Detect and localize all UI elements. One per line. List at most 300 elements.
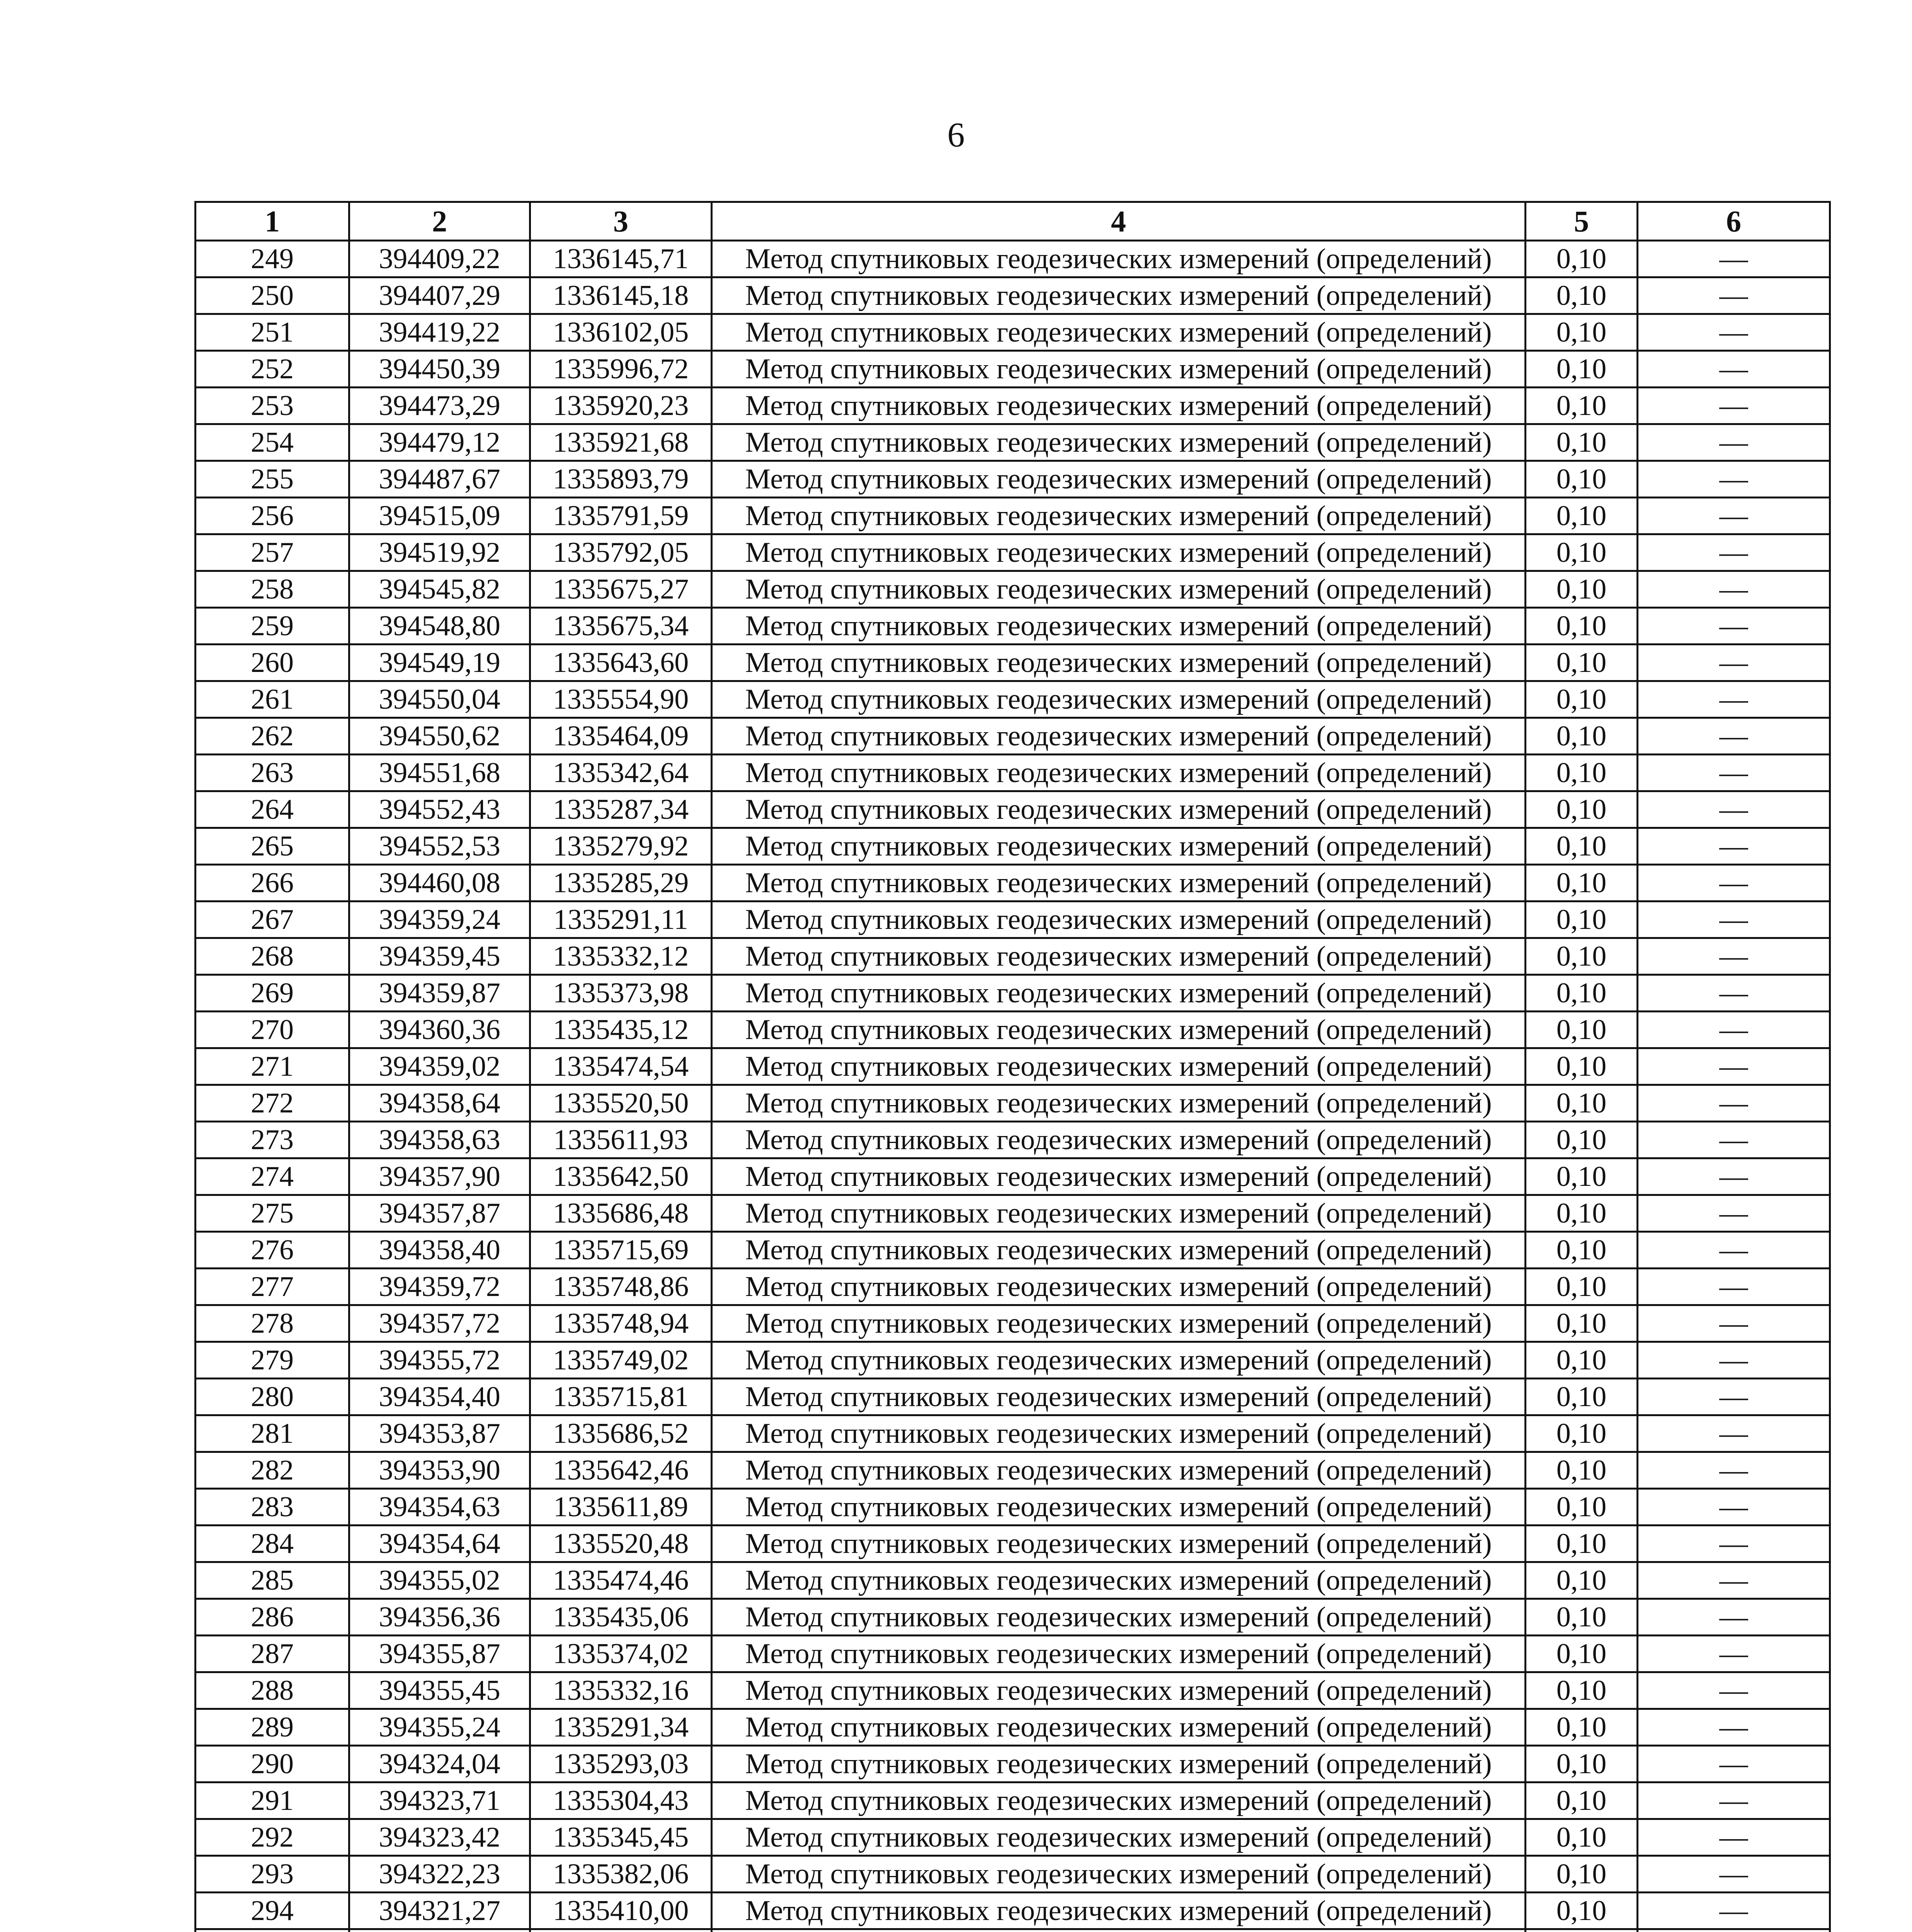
description-cell: —: [1638, 755, 1830, 791]
header-col-6: 6: [1638, 202, 1830, 241]
table-row: [196, 1269, 1830, 1305]
table-row: [196, 388, 1830, 424]
accuracy-cell: 0,10: [1526, 461, 1638, 498]
description-cell: —: [1638, 534, 1830, 571]
y-coordinate-cell: 1335435,06: [530, 1599, 712, 1636]
y-coordinate-cell: 1335374,02: [530, 1636, 712, 1672]
accuracy-cell: 0,10: [1526, 1636, 1638, 1672]
point-number-cell: 280: [196, 1379, 349, 1415]
y-coordinate-cell: 1336145,71: [530, 241, 712, 277]
x-coordinate-cell: 394515,09: [349, 498, 530, 534]
table-row: [196, 718, 1830, 755]
table-row: [196, 351, 1830, 388]
table-row: [196, 1746, 1830, 1782]
x-coordinate-cell: 394357,90: [349, 1158, 530, 1195]
y-coordinate-cell: 1335474,54: [530, 1048, 712, 1085]
x-coordinate-cell: 394354,63: [349, 1489, 530, 1526]
accuracy-cell: 0,10: [1526, 1489, 1638, 1526]
table-row: [196, 1379, 1830, 1415]
x-coordinate-cell: 394353,90: [349, 1452, 530, 1489]
point-number-cell: 281: [196, 1415, 349, 1452]
y-coordinate-cell: 1335792,05: [530, 534, 712, 571]
table-row: [196, 975, 1830, 1012]
method-cell: Метод спутниковых геодезических измерений (определений): [712, 1709, 1526, 1746]
y-coordinate-cell: 1335554,90: [530, 681, 712, 718]
table-header-row: [196, 202, 1830, 241]
accuracy-cell: 0,10: [1526, 1195, 1638, 1232]
description-cell: —: [1638, 314, 1830, 351]
point-number-cell: [196, 1929, 349, 1932]
y-coordinate-cell: 1335611,93: [530, 1122, 712, 1158]
method-cell: Метод спутниковых геодезических измерений (определений): [712, 461, 1526, 498]
point-number-cell: 292: [196, 1819, 349, 1856]
table-row: [196, 1012, 1830, 1048]
description-cell: —: [1638, 388, 1830, 424]
accuracy-cell: 0,10: [1526, 975, 1638, 1012]
y-coordinate-cell: 1335893,79: [530, 461, 712, 498]
description-cell: —: [1638, 1122, 1830, 1158]
point-number-cell: 267: [196, 901, 349, 938]
header-col-4: 4: [712, 202, 1526, 241]
method-cell: Метод спутниковых геодезических измерений (определений): [712, 681, 1526, 718]
table-row: [196, 1122, 1830, 1158]
table-row: [196, 1709, 1830, 1746]
table-row: [196, 1452, 1830, 1489]
x-coordinate-cell: 394323,71: [349, 1782, 530, 1819]
point-number-cell: 282: [196, 1452, 349, 1489]
method-cell: Метод спутниковых геодезических измерений (определений): [712, 314, 1526, 351]
y-coordinate-cell: 1335520,50: [530, 1085, 712, 1122]
x-coordinate-cell: 394355,45: [349, 1672, 530, 1709]
point-number-cell: 260: [196, 645, 349, 681]
method-cell: Метод спутниковых геодезических измерений (определений): [712, 938, 1526, 975]
point-number-cell: 284: [196, 1526, 349, 1562]
method-cell: Метод спутниковых геодезических измерений (определений): [712, 901, 1526, 938]
y-coordinate-cell: 1335642,46: [530, 1452, 712, 1489]
description-cell: —: [1638, 424, 1830, 461]
y-coordinate-cell: 1335291,11: [530, 901, 712, 938]
method-cell: Метод спутниковых геодезических измерений (определений): [712, 1305, 1526, 1342]
method-cell: Метод спутниковых геодезических измерений (определений): [712, 1195, 1526, 1232]
accuracy-cell: 0,10: [1526, 1562, 1638, 1599]
x-coordinate-cell: 394549,19: [349, 645, 530, 681]
method-cell: Метод спутниковых геодезических измерений (определений): [712, 865, 1526, 901]
x-coordinate-cell: 394353,87: [349, 1415, 530, 1452]
table-row: [196, 681, 1830, 718]
table-row: [196, 1415, 1830, 1452]
method-cell: Метод спутниковых геодезических измерений (определений): [712, 1269, 1526, 1305]
method-cell: Метод спутниковых геодезических измерений (определений): [712, 1819, 1526, 1856]
point-number-cell: 257: [196, 534, 349, 571]
x-coordinate-cell: 394324,04: [349, 1746, 530, 1782]
y-coordinate-cell: [530, 1929, 712, 1932]
table-row: [196, 1782, 1830, 1819]
y-coordinate-cell: 1335921,68: [530, 424, 712, 461]
description-cell: [1638, 1929, 1830, 1932]
table-row: [196, 1342, 1830, 1379]
x-coordinate-cell: 394356,36: [349, 1599, 530, 1636]
x-coordinate-cell: 394355,02: [349, 1562, 530, 1599]
accuracy-cell: 0,10: [1526, 1379, 1638, 1415]
point-number-cell: 250: [196, 277, 349, 314]
x-coordinate-cell: 394355,87: [349, 1636, 530, 1672]
point-number-cell: 273: [196, 1122, 349, 1158]
method-cell: Метод спутниковых геодезических измерений (определений): [712, 1782, 1526, 1819]
method-cell: Метод спутниковых геодезических измерений (определений): [712, 1599, 1526, 1636]
accuracy-cell: 0,10: [1526, 608, 1638, 645]
accuracy-cell: 0,10: [1526, 1709, 1638, 1746]
table-row: [196, 1672, 1830, 1709]
x-coordinate-cell: 394359,45: [349, 938, 530, 975]
method-cell: Метод спутниковых геодезических измерений (определений): [712, 1856, 1526, 1893]
method-cell: Метод спутниковых геодезических измерений (определений): [712, 1672, 1526, 1709]
description-cell: —: [1638, 571, 1830, 608]
description-cell: —: [1638, 241, 1830, 277]
y-coordinate-cell: 1335715,69: [530, 1232, 712, 1269]
y-coordinate-cell: 1335332,12: [530, 938, 712, 975]
accuracy-cell: 0,10: [1526, 1232, 1638, 1269]
accuracy-cell: 0,10: [1526, 424, 1638, 461]
table-row: [196, 1048, 1830, 1085]
method-cell: Метод спутниковых геодезических измерений (определений): [712, 1122, 1526, 1158]
y-coordinate-cell: 1336102,05: [530, 314, 712, 351]
point-number-cell: 276: [196, 1232, 349, 1269]
description-cell: —: [1638, 1819, 1830, 1856]
description-cell: —: [1638, 681, 1830, 718]
method-cell: Метод спутниковых геодезических измерений (определений): [712, 1158, 1526, 1195]
accuracy-cell: 0,10: [1526, 1782, 1638, 1819]
accuracy-cell: 0,10: [1526, 791, 1638, 828]
method-cell: Метод спутниковых геодезических измерений (определений): [712, 718, 1526, 755]
accuracy-cell: 0,10: [1526, 1342, 1638, 1379]
description-cell: —: [1638, 1342, 1830, 1379]
method-cell: Метод спутниковых геодезических измерений (определений): [712, 1048, 1526, 1085]
table-row: [196, 901, 1830, 938]
description-cell: —: [1638, 1415, 1830, 1452]
description-cell: —: [1638, 938, 1830, 975]
method-cell: Метод спутниковых геодезических измерений (определений): [712, 1342, 1526, 1379]
y-coordinate-cell: 1335748,94: [530, 1305, 712, 1342]
table-row: [196, 461, 1830, 498]
point-number-cell: 264: [196, 791, 349, 828]
x-coordinate-cell: 394460,08: [349, 865, 530, 901]
table-body: [196, 241, 1830, 1932]
page-number: 6: [947, 116, 965, 154]
point-number-cell: 285: [196, 1562, 349, 1599]
method-cell: Метод спутниковых геодезических измерений (определений): [712, 1415, 1526, 1452]
description-cell: —: [1638, 865, 1830, 901]
description-cell: —: [1638, 1526, 1830, 1562]
description-cell: —: [1638, 1672, 1830, 1709]
y-coordinate-cell: 1335279,92: [530, 828, 712, 865]
accuracy-cell: 0,10: [1526, 534, 1638, 571]
x-coordinate-cell: 394519,92: [349, 534, 530, 571]
description-cell: —: [1638, 1085, 1830, 1122]
point-number-cell: 275: [196, 1195, 349, 1232]
y-coordinate-cell: 1336145,18: [530, 277, 712, 314]
table-row: [196, 828, 1830, 865]
description-cell: —: [1638, 461, 1830, 498]
description-cell: —: [1638, 791, 1830, 828]
table-row: [196, 1819, 1830, 1856]
accuracy-cell: 0,10: [1526, 1415, 1638, 1452]
accuracy-cell: 0,10: [1526, 645, 1638, 681]
x-coordinate-cell: 394550,04: [349, 681, 530, 718]
table-row: [196, 1195, 1830, 1232]
y-coordinate-cell: 1335675,34: [530, 608, 712, 645]
point-number-cell: 278: [196, 1305, 349, 1342]
accuracy-cell: 0,10: [1526, 1012, 1638, 1048]
x-coordinate-cell: 394357,72: [349, 1305, 530, 1342]
point-number-cell: 256: [196, 498, 349, 534]
y-coordinate-cell: 1335686,52: [530, 1415, 712, 1452]
accuracy-cell: 0,10: [1526, 755, 1638, 791]
method-cell: Метод спутниковых геодезических измерений (определений): [712, 424, 1526, 461]
y-coordinate-cell: 1335287,34: [530, 791, 712, 828]
table-row: [196, 1305, 1830, 1342]
description-cell: —: [1638, 1489, 1830, 1526]
point-number-cell: 270: [196, 1012, 349, 1048]
accuracy-cell: 0,10: [1526, 277, 1638, 314]
description-cell: —: [1638, 1709, 1830, 1746]
description-cell: —: [1638, 1232, 1830, 1269]
method-cell: Метод спутниковых геодезических измерений (определений): [712, 975, 1526, 1012]
point-number-cell: 283: [196, 1489, 349, 1526]
x-coordinate-cell: [349, 1929, 530, 1932]
method-cell: Метод спутниковых геодезических измерений (определений): [712, 645, 1526, 681]
y-coordinate-cell: 1335410,00: [530, 1893, 712, 1929]
y-coordinate-cell: 1335345,45: [530, 1819, 712, 1856]
x-coordinate-cell: 394322,23: [349, 1856, 530, 1893]
table-row: [196, 424, 1830, 461]
table-row: [196, 1489, 1830, 1526]
x-coordinate-cell: 394358,64: [349, 1085, 530, 1122]
description-cell: —: [1638, 608, 1830, 645]
description-cell: —: [1638, 1746, 1830, 1782]
table-row: [196, 1929, 1830, 1932]
method-cell: Метод спутниковых геодезических измерений (определений): [712, 1526, 1526, 1562]
accuracy-cell: 0,10: [1526, 901, 1638, 938]
table-row: [196, 498, 1830, 534]
accuracy-cell: 0,10: [1526, 1158, 1638, 1195]
x-coordinate-cell: 394409,22: [349, 241, 530, 277]
accuracy-cell: 0,10: [1526, 1672, 1638, 1709]
y-coordinate-cell: 1335791,59: [530, 498, 712, 534]
accuracy-cell: 0,10: [1526, 351, 1638, 388]
description-cell: —: [1638, 1856, 1830, 1893]
point-number-cell: 259: [196, 608, 349, 645]
y-coordinate-cell: 1335304,43: [530, 1782, 712, 1819]
y-coordinate-cell: 1335382,06: [530, 1856, 712, 1893]
x-coordinate-cell: 394359,24: [349, 901, 530, 938]
description-cell: —: [1638, 1012, 1830, 1048]
point-number-cell: 252: [196, 351, 349, 388]
header-col-1: 1: [196, 202, 349, 241]
accuracy-cell: 0,10: [1526, 938, 1638, 975]
y-coordinate-cell: 1335464,09: [530, 718, 712, 755]
table-row: [196, 755, 1830, 791]
method-cell: Метод спутниковых геодезических измерений (определений): [712, 1085, 1526, 1122]
x-coordinate-cell: 394359,02: [349, 1048, 530, 1085]
point-number-cell: 271: [196, 1048, 349, 1085]
method-cell: Метод спутниковых геодезических измерений (определений): [712, 1562, 1526, 1599]
method-cell: Метод спутниковых геодезических измерений (определений): [712, 534, 1526, 571]
accuracy-cell: 0,10: [1526, 828, 1638, 865]
point-number-cell: 251: [196, 314, 349, 351]
y-coordinate-cell: 1335686,48: [530, 1195, 712, 1232]
x-coordinate-cell: 394473,29: [349, 388, 530, 424]
description-cell: —: [1638, 1048, 1830, 1085]
description-cell: —: [1638, 1599, 1830, 1636]
point-number-cell: 249: [196, 241, 349, 277]
x-coordinate-cell: 394419,22: [349, 314, 530, 351]
table-row: [196, 277, 1830, 314]
table-row: [196, 1893, 1830, 1929]
y-coordinate-cell: 1335996,72: [530, 351, 712, 388]
method-cell: Метод спутниковых геодезических измерений (определений): [712, 1379, 1526, 1415]
x-coordinate-cell: 394355,24: [349, 1709, 530, 1746]
x-coordinate-cell: 394479,12: [349, 424, 530, 461]
method-cell: Метод спутниковых геодезических измерений (определений): [712, 1893, 1526, 1929]
description-cell: —: [1638, 498, 1830, 534]
method-cell: Метод спутниковых геодезических измерений (определений): [712, 571, 1526, 608]
description-cell: —: [1638, 1452, 1830, 1489]
accuracy-cell: 0,10: [1526, 865, 1638, 901]
method-cell: Метод спутниковых геодезических измерений (определений): [712, 277, 1526, 314]
description-cell: —: [1638, 1269, 1830, 1305]
header-col-2: 2: [349, 202, 530, 241]
accuracy-cell: 0,10: [1526, 388, 1638, 424]
description-cell: —: [1638, 1158, 1830, 1195]
accuracy-cell: 0,10: [1526, 1048, 1638, 1085]
x-coordinate-cell: 394358,40: [349, 1232, 530, 1269]
y-coordinate-cell: 1335373,98: [530, 975, 712, 1012]
table-row: [196, 1636, 1830, 1672]
y-coordinate-cell: 1335748,86: [530, 1269, 712, 1305]
x-coordinate-cell: 394450,39: [349, 351, 530, 388]
point-number-cell: 254: [196, 424, 349, 461]
description-cell: —: [1638, 1305, 1830, 1342]
y-coordinate-cell: 1335285,29: [530, 865, 712, 901]
y-coordinate-cell: 1335342,64: [530, 755, 712, 791]
x-coordinate-cell: 394321,27: [349, 1893, 530, 1929]
method-cell: Метод спутниковых геодезических измерений (определений): [712, 1746, 1526, 1782]
method-cell: Метод спутниковых геодезических измерений (определений): [712, 1636, 1526, 1672]
header-col-3: 3: [530, 202, 712, 241]
table-row: [196, 1599, 1830, 1636]
accuracy-cell: 0,10: [1526, 1893, 1638, 1929]
table-row: [196, 608, 1830, 645]
description-cell: —: [1638, 1379, 1830, 1415]
coordinates-table: [194, 201, 1831, 1932]
accuracy-cell: 0,10: [1526, 1599, 1638, 1636]
point-number-cell: 266: [196, 865, 349, 901]
y-coordinate-cell: 1335643,60: [530, 645, 712, 681]
x-coordinate-cell: 394360,36: [349, 1012, 530, 1048]
y-coordinate-cell: 1335675,27: [530, 571, 712, 608]
accuracy-cell: 0,10: [1526, 1526, 1638, 1562]
y-coordinate-cell: 1335642,50: [530, 1158, 712, 1195]
table-row: [196, 1562, 1830, 1599]
x-coordinate-cell: 394357,87: [349, 1195, 530, 1232]
y-coordinate-cell: 1335715,81: [530, 1379, 712, 1415]
point-number-cell: 258: [196, 571, 349, 608]
table-row: [196, 534, 1830, 571]
accuracy-cell: 0,10: [1526, 314, 1638, 351]
point-number-cell: 262: [196, 718, 349, 755]
point-number-cell: 288: [196, 1672, 349, 1709]
description-cell: —: [1638, 1195, 1830, 1232]
point-number-cell: 261: [196, 681, 349, 718]
x-coordinate-cell: 394548,80: [349, 608, 530, 645]
x-coordinate-cell: 394358,63: [349, 1122, 530, 1158]
point-number-cell: 272: [196, 1085, 349, 1122]
table-row: [196, 1158, 1830, 1195]
method-cell: Метод спутниковых геодезических измерений (определений): [712, 388, 1526, 424]
accuracy-cell: 0,10: [1526, 1452, 1638, 1489]
accuracy-cell: 0,10: [1526, 1085, 1638, 1122]
accuracy-cell: 0,10: [1526, 1269, 1638, 1305]
point-number-cell: 277: [196, 1269, 349, 1305]
accuracy-cell: 0,10: [1526, 498, 1638, 534]
description-cell: —: [1638, 1562, 1830, 1599]
point-number-cell: 274: [196, 1158, 349, 1195]
description-cell: —: [1638, 645, 1830, 681]
method-cell: Метод спутниковых геодезических измерений (определений): [712, 1489, 1526, 1526]
method-cell: Метод спутниковых геодезических измерений (определений): [712, 1452, 1526, 1489]
y-coordinate-cell: 1335293,03: [530, 1746, 712, 1782]
accuracy-cell: 0,10: [1526, 1122, 1638, 1158]
point-number-cell: 263: [196, 755, 349, 791]
description-cell: —: [1638, 277, 1830, 314]
point-number-cell: 289: [196, 1709, 349, 1746]
accuracy-cell: 0,10: [1526, 1305, 1638, 1342]
point-number-cell: 294: [196, 1893, 349, 1929]
method-cell: Метод спутниковых геодезических измерений (определений): [712, 1232, 1526, 1269]
point-number-cell: 293: [196, 1856, 349, 1893]
accuracy-cell: 0,10: [1526, 681, 1638, 718]
method-cell: Метод спутниковых геодезических измерений (определений): [712, 351, 1526, 388]
method-cell: Метод спутниковых геодезических измерений (определений): [712, 755, 1526, 791]
method-cell: Метод спутниковых геодезических измерений (определений): [712, 828, 1526, 865]
table-row: [196, 1085, 1830, 1122]
table-row: [196, 645, 1830, 681]
x-coordinate-cell: 394359,87: [349, 975, 530, 1012]
point-number-cell: 286: [196, 1599, 349, 1636]
y-coordinate-cell: 1335749,02: [530, 1342, 712, 1379]
y-coordinate-cell: 1335291,34: [530, 1709, 712, 1746]
accuracy-cell: 0,10: [1526, 571, 1638, 608]
accuracy-cell: 0,10: [1526, 1856, 1638, 1893]
x-coordinate-cell: 394323,42: [349, 1819, 530, 1856]
accuracy-cell: [1526, 1929, 1638, 1932]
accuracy-cell: 0,10: [1526, 1819, 1638, 1856]
method-cell: Метод спутниковых геодезических измерений (определений): [712, 241, 1526, 277]
x-coordinate-cell: 394487,67: [349, 461, 530, 498]
x-coordinate-cell: 394545,82: [349, 571, 530, 608]
y-coordinate-cell: 1335520,48: [530, 1526, 712, 1562]
method-cell: Метод спутниковых геодезических измерений (определений): [712, 791, 1526, 828]
point-number-cell: 255: [196, 461, 349, 498]
header-col-5: 5: [1526, 202, 1638, 241]
method-cell: Метод спутниковых геодезических измерений (определений): [712, 498, 1526, 534]
description-cell: —: [1638, 1636, 1830, 1672]
point-number-cell: 291: [196, 1782, 349, 1819]
description-cell: —: [1638, 828, 1830, 865]
x-coordinate-cell: 394354,64: [349, 1526, 530, 1562]
description-cell: —: [1638, 351, 1830, 388]
x-coordinate-cell: 394407,29: [349, 277, 530, 314]
